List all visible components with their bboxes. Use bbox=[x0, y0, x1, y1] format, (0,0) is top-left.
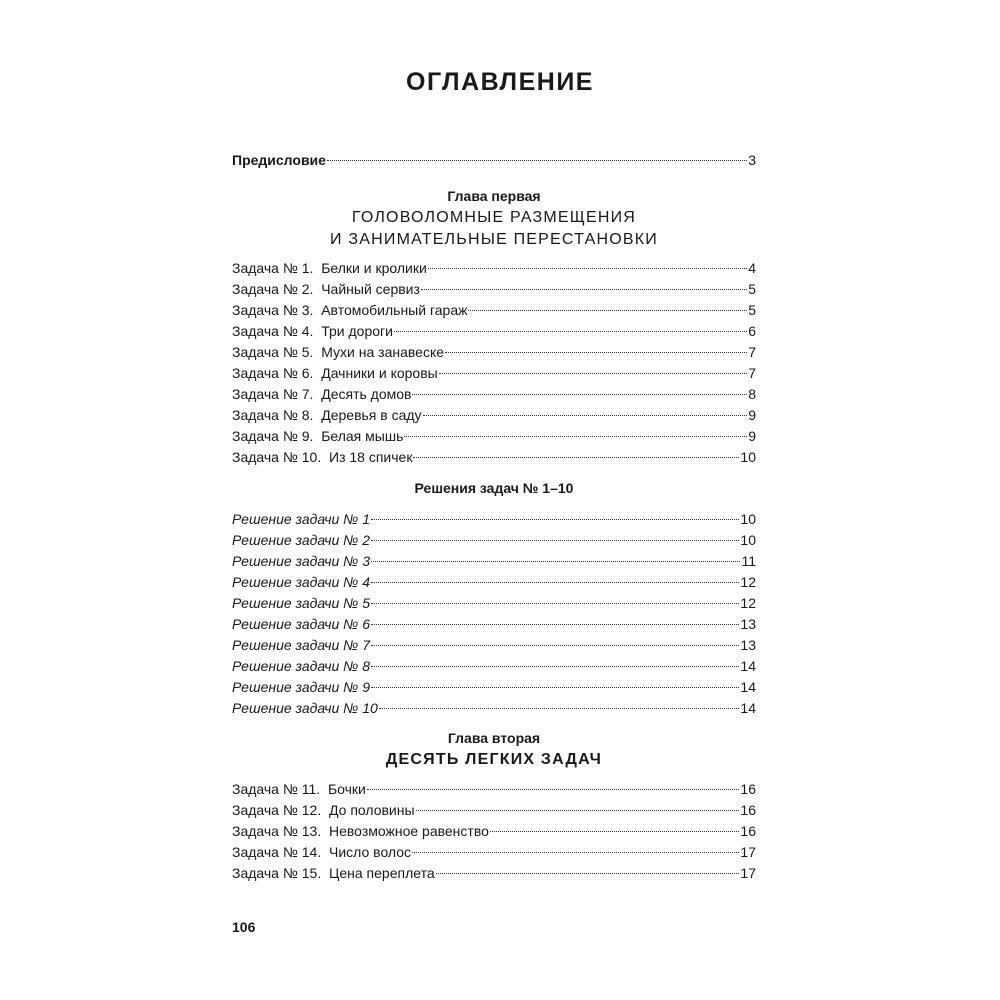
toc-entry bbox=[232, 614, 756, 635]
toc-entry-page: 11 bbox=[741, 553, 756, 569]
dot-leader bbox=[371, 582, 739, 583]
toc-entry-label: Решение задачи № 10 bbox=[232, 700, 378, 716]
dot-leader bbox=[468, 310, 747, 311]
toc-entry-page: 10 bbox=[740, 532, 756, 548]
dot-leader bbox=[371, 519, 739, 520]
toc-entry-page: 16 bbox=[740, 802, 756, 818]
toc-entry bbox=[232, 779, 756, 800]
chapter1-task-list bbox=[232, 258, 756, 468]
dot-leader bbox=[412, 852, 739, 853]
toc-entry-label: Задача № 8. Деревья в саду bbox=[232, 407, 422, 423]
toc-entry-preface bbox=[232, 150, 756, 171]
toc-entry-label: Предисловие bbox=[232, 152, 326, 168]
chapter-title-line1: ГОЛОВОЛОМНЫЕ РАЗМЕЩЕНИЯ bbox=[351, 209, 637, 226]
toc-entry bbox=[232, 842, 756, 863]
toc-entry-page: 13 bbox=[740, 637, 756, 653]
dot-leader bbox=[327, 160, 747, 161]
dot-leader bbox=[394, 331, 747, 332]
chapter2-section bbox=[232, 728, 756, 884]
toc-entry-label: Задача № 14. Число волос bbox=[232, 844, 412, 860]
toc-entry-page: 3 bbox=[748, 152, 756, 168]
chapter-label: Глава первая bbox=[447, 188, 541, 204]
toc-entry-label: Задача № 6. Дачники и коровы bbox=[232, 365, 438, 381]
toc-entry-label: Решение задачи № 2 bbox=[232, 532, 371, 548]
toc-entry-label: Решение задачи № 6 bbox=[232, 616, 371, 632]
toc-entry bbox=[232, 279, 756, 300]
chapter-label: Глава вторая bbox=[447, 730, 541, 746]
dot-leader bbox=[413, 457, 739, 458]
toc-entry-label: Задача № 2. Чайный сервиз bbox=[232, 281, 420, 297]
dot-leader bbox=[371, 624, 739, 625]
toc-entry-page: 16 bbox=[740, 781, 756, 797]
toc-entry-page: 8 bbox=[748, 386, 756, 402]
toc-entry-page: 10 bbox=[740, 511, 756, 527]
toc-entry-label: Задача № 15. Цена переплета bbox=[232, 865, 435, 881]
toc-entry bbox=[232, 677, 756, 698]
toc-entry-page: 7 bbox=[748, 344, 756, 360]
dot-leader bbox=[379, 708, 740, 709]
toc-entry bbox=[232, 384, 756, 405]
page-number: 106 bbox=[232, 919, 256, 935]
solutions1-list bbox=[232, 509, 756, 719]
toc-entry-label: Задача № 4. Три дороги bbox=[232, 323, 393, 339]
toc-entry-page: 14 bbox=[740, 658, 756, 674]
toc-entry-label: Решение задачи № 4 bbox=[232, 574, 371, 590]
dot-leader bbox=[367, 789, 740, 790]
dot-leader bbox=[423, 415, 748, 416]
toc-entry-label: Задача № 11. Бочки bbox=[232, 781, 366, 797]
toc-entry-page: 5 bbox=[748, 281, 756, 297]
toc-entry bbox=[232, 800, 756, 821]
toc-entry bbox=[232, 363, 756, 384]
dot-leader bbox=[371, 561, 740, 562]
toc-entry-page: 16 bbox=[740, 823, 756, 839]
toc-entry-label: Решение задачи № 9 bbox=[232, 679, 371, 695]
toc-entry-label: Задача № 3. Автомобильный гараж bbox=[232, 302, 468, 318]
toc-entry bbox=[232, 656, 756, 677]
toc-entry-page: 4 bbox=[748, 260, 756, 276]
toc-entry-page: 14 bbox=[740, 700, 756, 716]
toc-entry-page: 17 bbox=[740, 844, 756, 860]
toc-entry-label: Задача № 9. Белая мышь bbox=[232, 428, 404, 444]
toc-entry-label: Задача № 7. Десять домов bbox=[232, 386, 412, 402]
toc-entry bbox=[232, 447, 756, 468]
toc-entry bbox=[232, 572, 756, 593]
toc-entry-page: 9 bbox=[748, 407, 756, 423]
toc-entry-page: 7 bbox=[748, 365, 756, 381]
solutions1-section bbox=[232, 478, 756, 719]
dot-leader bbox=[436, 873, 740, 874]
toc-entry-page: 12 bbox=[740, 595, 756, 611]
dot-leader bbox=[439, 373, 747, 374]
chapter2-task-list bbox=[232, 779, 756, 884]
toc-entry bbox=[232, 863, 756, 884]
toc-entry bbox=[232, 258, 756, 279]
chapter-title-line2: И ЗАНИМАТЕЛЬНЫЕ ПЕРЕСТАНОВКИ bbox=[330, 231, 658, 248]
toc-entry bbox=[232, 342, 756, 363]
dot-leader bbox=[421, 289, 747, 290]
preface-section bbox=[232, 150, 756, 171]
toc-entry-page: 5 bbox=[748, 302, 756, 318]
toc-entry-label: Задача № 5. Мухи на занавеске bbox=[232, 344, 445, 360]
dot-leader bbox=[412, 394, 747, 395]
toc-entry bbox=[232, 593, 756, 614]
dot-leader bbox=[404, 436, 747, 437]
chapter-title: ДЕСЯТЬ ЛЕГКИХ ЗАДАЧ bbox=[385, 751, 603, 768]
dot-leader bbox=[445, 352, 747, 353]
toc-entry bbox=[232, 321, 756, 342]
toc-entry bbox=[232, 300, 756, 321]
chapter1-section bbox=[232, 186, 756, 468]
toc-entry bbox=[232, 821, 756, 842]
toc-entry bbox=[232, 635, 756, 656]
toc-entry-label: Решение задачи № 8 bbox=[232, 658, 371, 674]
dot-leader bbox=[416, 810, 740, 811]
toc-entry-page: 12 bbox=[740, 574, 756, 590]
toc-entry-label: Решение задачи № 5 bbox=[232, 595, 371, 611]
toc-entry-label: Решение задачи № 7 bbox=[232, 637, 371, 653]
dot-leader bbox=[371, 645, 739, 646]
toc-entry-label: Решение задачи № 3 bbox=[232, 553, 371, 569]
dot-leader bbox=[371, 540, 739, 541]
toc-entry-label: Задача № 13. Невозможное равенство bbox=[232, 823, 489, 839]
toc-entry-page: 13 bbox=[740, 616, 756, 632]
toc-entry-page: 6 bbox=[748, 323, 756, 339]
toc-entry-label: Задача № 10. Из 18 спичек bbox=[232, 449, 413, 465]
toc-entry bbox=[232, 509, 756, 530]
toc-entry-label: Решение задачи № 1 bbox=[232, 511, 371, 527]
toc-entry-page: 10 bbox=[740, 449, 756, 465]
toc-entry bbox=[232, 530, 756, 551]
toc-entry bbox=[232, 698, 756, 719]
toc-entry bbox=[232, 405, 756, 426]
toc-entry-label: Задача № 1. Белки и кролики bbox=[232, 260, 427, 276]
dot-leader bbox=[490, 831, 740, 832]
toc-entry-page: 9 bbox=[748, 428, 756, 444]
dot-leader bbox=[371, 666, 739, 667]
toc-entry-page: 14 bbox=[740, 679, 756, 695]
dot-leader bbox=[371, 603, 739, 604]
dot-leader bbox=[371, 687, 739, 688]
toc-entry bbox=[232, 426, 756, 447]
toc-entry-label: Задача № 12. До половины bbox=[232, 802, 415, 818]
page-title: ОГЛАВЛЕНИЕ bbox=[406, 68, 594, 96]
toc-entry bbox=[232, 551, 756, 572]
solutions-title: Решения задач № 1–10 bbox=[414, 480, 574, 496]
toc-entry-page: 17 bbox=[740, 865, 756, 881]
dot-leader bbox=[428, 268, 747, 269]
